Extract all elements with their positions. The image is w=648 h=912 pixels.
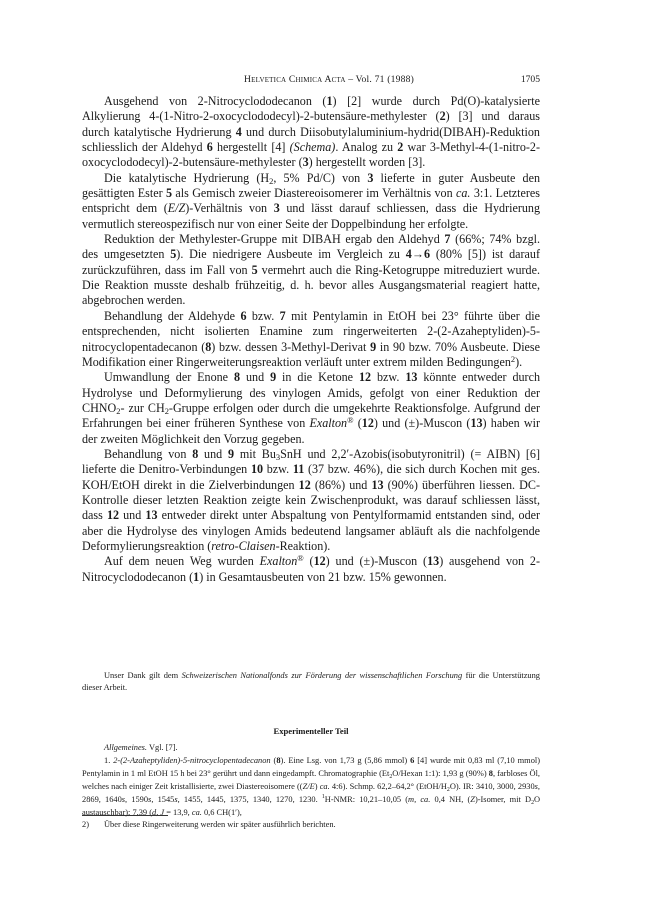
subscript: 2 [389, 773, 393, 780]
italic-text: d, J [152, 807, 165, 817]
trade-name: Exalton [309, 416, 348, 431]
text: Behandlung der Aldehyde [104, 308, 241, 323]
compound-ref: 1 [326, 94, 333, 108]
compound-ref: 9 [228, 446, 235, 461]
text: war 3-Methyl-4-(1-nitro-2-oxocyclododecyl)-2-butensäure-methylester ( [82, 140, 540, 170]
text: ) und (±)-Muscon ( [325, 554, 428, 569]
subscript: 2 [164, 405, 169, 416]
text: )-Isomer, mit D [474, 794, 532, 804]
text: Unser Dank gilt dem [104, 671, 182, 680]
compound-ref: 11 [292, 462, 305, 477]
text: , farbloses Öl, welches nach einiger Zeit kristallisierte, zwei Diastereoisomere (( [82, 768, 541, 791]
journal-volume: – Vol. 71 (1988) [348, 74, 414, 85]
italic-text: Z/E [302, 781, 315, 791]
text: -Reaktion). [275, 538, 331, 553]
compound-ref: 1 [193, 569, 200, 584]
footnote-text: Über diese Ringerweiterung werden wir später ausführlich berichten. [104, 820, 336, 829]
main-text [82, 94, 540, 585]
compound-ref: 6 [410, 755, 415, 765]
text: , 2869, 1640 [82, 781, 540, 804]
compound-ref: 8 [276, 755, 281, 765]
text: ) hergestellt worden [3]. [308, 155, 426, 170]
text: Reduktion der Methylester-Gruppe mit DIBAH ergab den Aldehyd [104, 232, 445, 247]
italic-text: ca. [191, 807, 202, 817]
footnote-mark: 2) [82, 820, 89, 829]
italic-text: s [121, 794, 126, 804]
text: bzw. [371, 370, 406, 385]
text: -Gruppe erfolgen oder durch die umgekehrte Reaktionsfolge. Aufgrund der Erfahrungen bei einer früheren Synthese von [82, 400, 540, 431]
acknowledgement-paragraph [82, 670, 540, 695]
text: . Analog zu [335, 140, 398, 155]
footnote-divider [82, 815, 168, 816]
compound-ref: 8 [205, 339, 212, 354]
text: , 1455, 1445, 1375, 1340, 1270, 1230. [177, 794, 322, 804]
text: und lässt darauf schliessen, dass die Hydrierung vermutlich stereospezifisch nur von einer Seite der Doppelbindung her erfolgte. [82, 201, 540, 231]
text: vermehrt auch die Ring-Ketogruppe mitreduziert wurde. Die Reaktion musste deshalb frühzeitig, d. h. bevor alles Ausgangsmaterial reagiert hatte, abgebrochen werden. [82, 262, 540, 308]
compound-ref: 12 [313, 554, 326, 569]
text: lieferte in guter Ausbeute den gesättigten Ester [82, 170, 540, 201]
compound-ref: 13 [371, 477, 384, 492]
registered-mark: ® [347, 415, 354, 426]
text: 0,6 CH(1′), [201, 807, 242, 817]
experimental-text [82, 742, 540, 819]
text: (90%) überführen liessen. DC-Kontrolle dieser letzten Reaktion zeigte kein Zwischenprodukt, was darauf schliessen lässt, dass [82, 477, 541, 523]
text: und [198, 446, 228, 461]
text: (80% [5]) ist darauf zurückzuführen, dass im Fall von [82, 247, 540, 277]
text: und durch Diisobutylaluminium-hydrid(DIBAH)-Reduktion schliesslich der Aldehyd [82, 124, 540, 155]
compound-ref: 10 [250, 462, 264, 477]
text: 3:1. Letzteres entspricht dem ( [82, 186, 540, 216]
text: 0,4 NH, ( [430, 794, 471, 804]
paragraph-7 [82, 554, 540, 585]
text: könnte entweder durch Hydrolyse und Deformylierung des vinylogen Amids, gefolgt von einer Reduktion der CHNO [82, 370, 541, 415]
italic-text: s [534, 781, 538, 791]
text: ( [270, 755, 277, 765]
trade-name: Exalton [259, 554, 298, 569]
text: , 1590 [125, 794, 149, 804]
text: und [240, 370, 271, 385]
text: ) ausgehend von 2-Nitrocyclododecanon ( [82, 554, 541, 584]
text: (66%; 74% bzgl. des umgesetzten [82, 232, 541, 262]
compound-ref: 12 [358, 370, 372, 385]
superscript: 1 [321, 793, 325, 800]
subscript: 2 [446, 786, 450, 793]
text: ) und (±)-Muscon ( [373, 416, 471, 431]
compound-ref: 8 [192, 446, 199, 461]
compound-ref: 13 [470, 416, 483, 431]
compound-ref: 13 [427, 554, 440, 569]
compound-ref: 12 [298, 477, 311, 492]
text: in 90 bzw. 70% Ausbeute. Diese Modifikation einer Ringerweiterungsreaktion verläuft unter extrem milden Bedingungen [82, 339, 541, 369]
compound-ref: 8 [234, 370, 241, 385]
text: H-NMR: 10,21–10,05 ( [324, 794, 409, 804]
compound-ref: 5 [251, 262, 258, 277]
italic-text: E/Z [167, 201, 186, 216]
text: O/Hexan 1:1): 1,93 g (90%) [392, 768, 489, 778]
text: hergestellt [4] [212, 140, 290, 155]
text: , 5% Pd/C) von [273, 170, 368, 185]
text: Auf dem neuen Weg wurden [104, 554, 260, 569]
compound-ref: 13 [145, 508, 158, 523]
text: ) in Gesamtausbeuten von 21 bzw. 15% gewonnen. [199, 569, 447, 584]
compound-ref: 3 [273, 201, 280, 216]
funding-agency: Schweizerischen Nationalfonds zur Förderung der wissenschaftlichen Forschung [181, 671, 463, 680]
compound-ref: 3 [302, 155, 309, 170]
text: Ausgehend von 2-Nitrocyclododecanon ( [104, 94, 327, 108]
paragraph-1 [82, 94, 540, 171]
section-heading-experimental: Experimenteller Teil [273, 726, 349, 736]
journal-name: Helvetica Chimica Acta [244, 74, 346, 85]
compound-ref: 2 [439, 109, 446, 124]
text: Vgl. [7]. [147, 743, 178, 752]
italic-text: s [148, 794, 152, 804]
text: bzw. [246, 308, 280, 323]
compound-ref: 12 [106, 508, 120, 523]
subscript: 2 [116, 405, 121, 416]
text: ) haben wir der zweiten Möglichkeit den Vorzug gegeben. [82, 416, 540, 446]
text: SnH und 2,2′-Azobis(isobutyronitril) (= AIBN) [6] lieferte die Denitro-Verbindungen [82, 446, 540, 477]
text: (37 bzw. 46%), die sich durch Kochen mit ges. KOH/EtOH direkt in die Zielverbindungen [82, 462, 540, 492]
text: O austauschbar); 7,39 ( [82, 794, 541, 817]
text: ). Eine Lsg. von 1,73 g (5,86 mmol) [280, 755, 411, 765]
compound-ref: 6 [240, 308, 247, 323]
compound-ref: 3 [367, 170, 374, 185]
text: ) [3] und daraus durch katalytische Hydrierung [82, 109, 540, 139]
general-label: Allgemeines. [104, 743, 148, 752]
subscript: 2 [269, 175, 274, 186]
text: Behandlung von [104, 446, 193, 461]
registered-mark: ® [297, 553, 304, 564]
experiment-1 [82, 755, 540, 820]
text: für die Unterstützung dieser Arbeit. [82, 671, 540, 693]
text: bzw. [263, 462, 293, 477]
compound-ref: 5 [170, 247, 177, 262]
footnote-marker: 2 [510, 353, 516, 364]
text: entweder direkt unter Abspaltung von Pentylformamid entstanden sind, oder aber die Hydrolyse des vinylogen Amids bedeutend langsamer abläuft als die nachfolgende Deformylierungsreaktion ( [82, 508, 541, 553]
text: ) [2] wurde durch Pd(O)-katalysierte Alkylierung 4-(1-Nitro-2-oxocyclododecyl)-2-butensäure-methylester ( [82, 94, 541, 124]
footnote [82, 820, 540, 829]
compound-ref: 12 [361, 416, 374, 431]
text: 4:6). Schmp. 62,2–64,2° (EtOH/H [329, 781, 447, 791]
text: O). IR: 3410, 3000, 2930 [449, 781, 535, 791]
compound-ref: 9 [370, 339, 377, 354]
text: - zur CH [120, 400, 165, 415]
compound-ref: 9 [270, 370, 277, 385]
compound-ref: 7 [279, 308, 286, 323]
compound-name: 2-(2-Azaheptyliden)-5-nitrocyclopentadecanon [113, 755, 271, 765]
compound-ref: 8 [488, 768, 493, 778]
text: mit Pentylamin in EtOH bei 23° führte über die entsprechenden, nicht isolierten Enamine zum ringerweiterten 2-(2-Azaheptyliden)-5-nitrocyclopentadecanon ( [82, 308, 540, 354]
italic-text: s [174, 794, 178, 804]
acknowledgement [82, 670, 540, 695]
text: Umwandlung der Enone [104, 370, 234, 385]
experiment-number: 1. [104, 755, 114, 765]
compound-ref: 4→6 [405, 247, 430, 262]
subscript: 2 [531, 799, 534, 806]
text: ( [353, 416, 362, 431]
compound-ref: 5 [165, 186, 173, 201]
text: [4] wurde mit 0,83 ml (7,10 mmol) Pentylamin in 1 ml EtOH 15 h bei 23° gerührt und dann eingedampft. Chromatographie (Et [82, 755, 541, 778]
text: (86%) und [310, 477, 372, 492]
text: ). [515, 354, 523, 369]
subscript: 3 [275, 451, 281, 462]
compound-ref: 13 [405, 370, 418, 385]
paragraph-2 [82, 171, 540, 232]
text: ( [303, 554, 314, 569]
compound-ref: 2 [397, 140, 404, 155]
text: in die Ketone [276, 370, 359, 385]
paragraph-4 [82, 309, 540, 370]
paragraph-3 [82, 232, 540, 309]
italic-text: m, ca. [408, 794, 431, 804]
text: Die katalytische Hydrierung (H [104, 170, 270, 185]
italic-text: Z [470, 794, 475, 804]
italic-text: ca. [456, 186, 471, 201]
text: ) [314, 781, 320, 791]
paragraph-5 [82, 370, 540, 447]
compound-ref: 6 [206, 140, 213, 155]
text: mit Bu [234, 446, 276, 461]
page-number: 1705 [520, 74, 540, 85]
compound-ref: 4 [235, 124, 242, 139]
text: ). Die niedrigere Ausbeute im Vergleich zu [176, 247, 406, 262]
journal-title [118, 74, 540, 85]
italic-text: ca. [319, 781, 330, 791]
text: ) bzw. dessen 3-Methyl-Derivat [211, 339, 371, 354]
schema-ref: (Schema) [289, 140, 336, 155]
paragraph-6 [82, 447, 540, 554]
running-header [118, 74, 540, 85]
text: )-Verhältnis von [185, 201, 274, 216]
text: als Gemisch zweier Diastereoisomerer im Verhältnis von [172, 186, 457, 201]
text: und [119, 508, 146, 523]
general-paragraph [82, 742, 540, 755]
compound-ref: 7 [444, 232, 451, 247]
italic-text: retro-Claisen [211, 538, 276, 553]
text: = 13,9, [164, 807, 192, 817]
text: , 1545 [151, 794, 175, 804]
